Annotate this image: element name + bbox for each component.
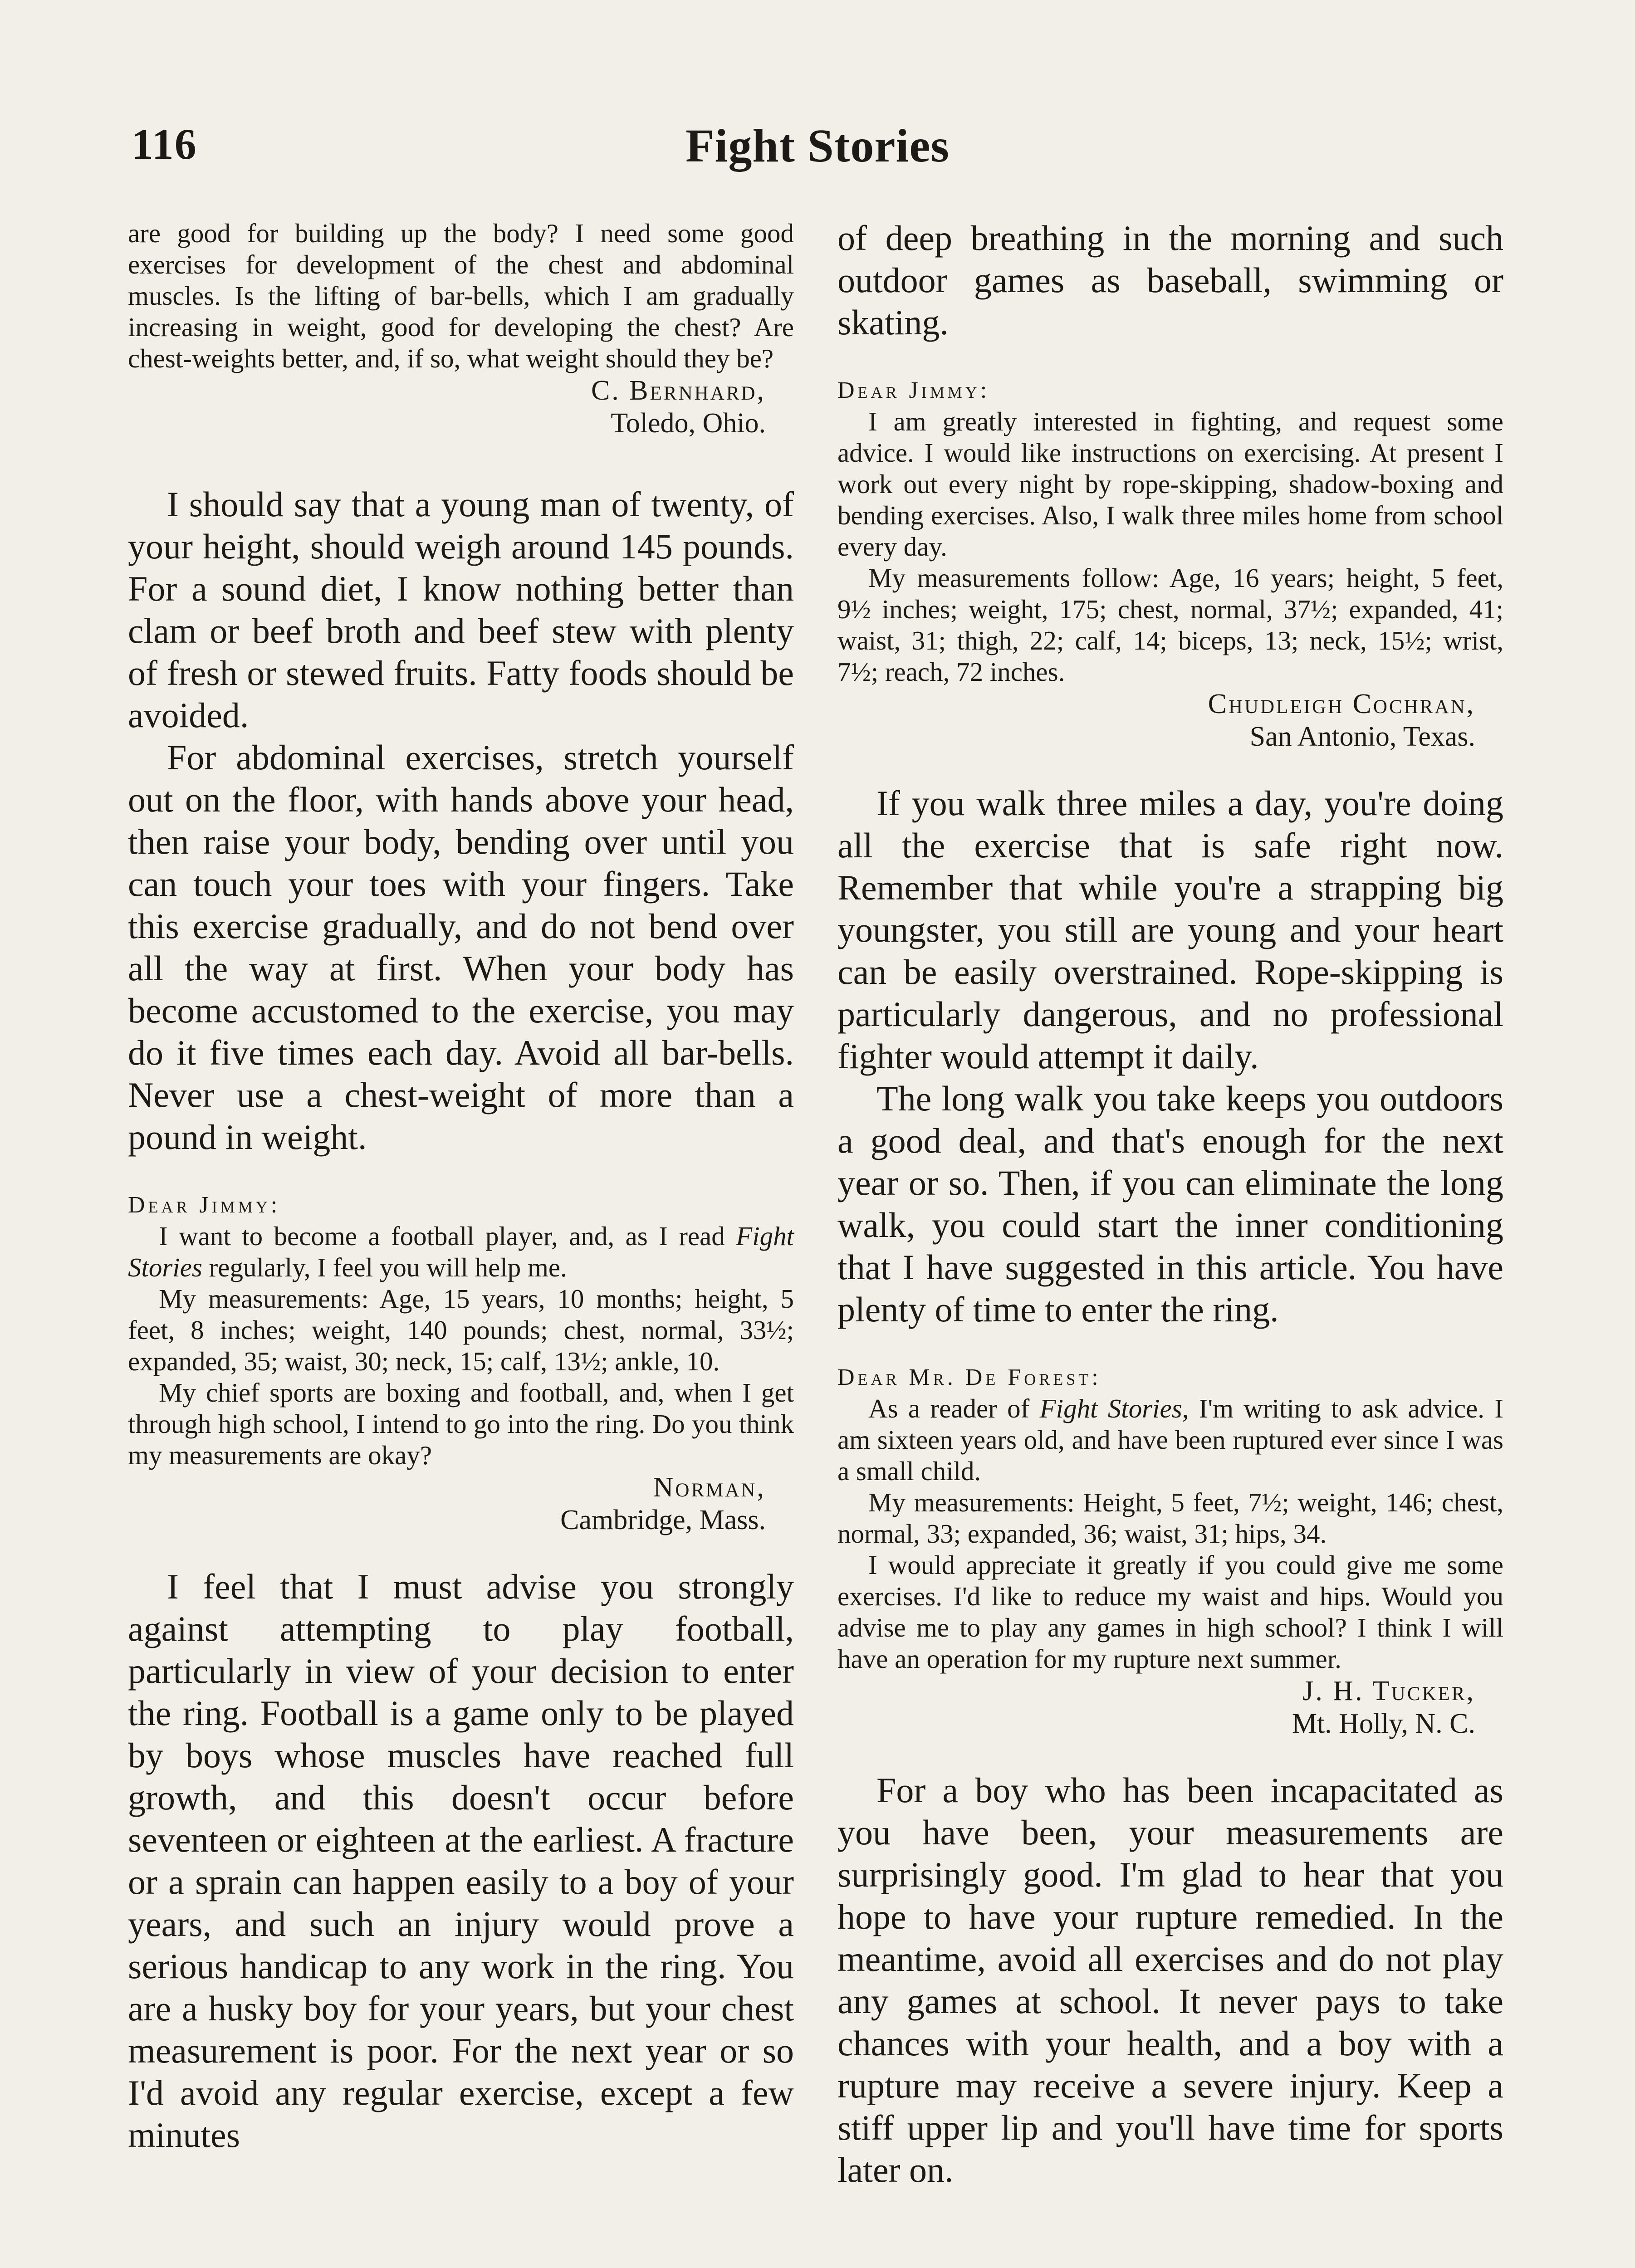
left-column [128,218,794,2156]
letter-text: I want to become a football player, and, as I read [159,1221,736,1251]
letter-paragraph: My measurements follow: Age, 16 years; height, 5 feet, 9½ inches; weight, 175; chest, normal, 37½; expanded, 41; waist, 31; thigh, 22; calf, 14; biceps, 13; neck, 15½; wrist, 7½; reach, 72 inches. [837,563,1503,687]
reader-letter-cochran [837,406,1503,688]
signature-place: Toledo, Ohio. [611,408,766,439]
letter-paragraph: My measurements: Age, 15 years, 10 months; height, 5 feet, 8 inches; weight, 140 pounds; chest, normal, 33½; expanded, 35; waist, 30; neck, 15; calf, 13½; ankle, 10. [128,1284,794,1376]
letter-salutation: Dear Jimmy: [837,377,990,403]
reply-norman-continued [837,217,1503,343]
letter-salutation: Dear Jimmy: [128,1192,281,1218]
signature-place: San Antonio, Texas. [1249,721,1475,752]
reply-paragraph: The long walk you take keeps you outdoors a good deal, and that's enough for the next year or so. Then, if you can eliminate the long walk, you could start the inner conditioning that I have suggested in this article. You have plenty of time to enter the ring. [837,1079,1503,1329]
letter-paragraph: My measurements: Height, 5 feet, 7½; weight, 146; chest, normal, 33; expanded, 36; waist, 31; hips, 34. [837,1487,1503,1549]
letter-salutation: Dear Mr. De Forest: [837,1364,1101,1390]
signature-name: Norman, [653,1472,766,1503]
letter-paragraph [837,1393,1503,1487]
reply-paragraph: I feel that I must advise you strongly against attempting to play football, particularly in view of your decision to enter the ring. Football is a game only to be played by boys whose muscles have reached full growth, and this doesn't occur before seventeen or eighteen at the earliest. A fracture or a sprain can happen easily to a boy of your years, and such an injury would prove a serious handicap to any work in the ring. You are a husky boy for your years, but your chest measurement is poor. For the next year or so I'd avoid any regular exercise, except a few minutes [128,1567,794,2155]
reply-paragraph: For abdominal exercises, stretch yourself out on the floor, with hands above your head, then raise your body, bending over until you can touch your toes with your fingers. Take this exercise gradually, and do not bend over all the way at first. When your body has become accustomed to the exercise, you may do it five times each day. Avoid all bar-bells. Never use a chest-weight of more than a pound in weight. [128,738,794,1157]
reader-letter-norman [128,1221,794,1471]
page-number: 116 [132,120,197,168]
reply-paragraph: For a boy who has been incapacitated as you have been, your measurements are surprisingly good. I'm glad to hear that you hope to have your rupture remedied. In the meantime, avoid all exercises and do not play any games at school. It never pays to take chances with your health, and a boy with a rupture may receive a severe injury. Keep a stiff upper lip and you'll have time for sports later on. [837,1770,1503,2190]
letter-signature [837,688,1503,753]
reply-paragraph: of deep breathing in the morning and such outdoor games as baseball, swimming or skating. [837,218,1503,342]
letter-text: As a reader of [868,1393,1040,1423]
letter-paragraph: I am greatly interested in fighting, and request some advice. I would like instructions on exercising. At present I work out every night by rope-skipping, shadow-boxing and bending exercises. Also, I walk three miles home from school every day. [837,406,1503,562]
right-column [837,217,1503,2191]
reader-letter-bernhard [128,218,794,374]
signature-name: Chudleigh Cochran, [1208,689,1475,719]
letter-signature [128,1471,794,1536]
letter-paragraph [128,1221,794,1283]
signature-place: Mt. Holly, N. C. [1292,1708,1475,1739]
letter-text: I'm writing to ask advice. I am sixteen years old, and have been ruptured ever since I was a small child. [837,1393,1503,1486]
signature-name: J. H. Tucker, [1302,1676,1475,1706]
letter-text: regularly, I feel you will help me. [202,1252,567,1282]
letter-paragraph: My chief sports are boxing and football, and, when I get through high school, I intend to go into the ring. Do you think my measurements are okay? [128,1378,794,1470]
magazine-title: Fight Stories [128,1221,794,1282]
reply-paragraph: I should say that a young man of twenty, of your height, should weigh around 145 pounds. For a sound diet, I know nothing better than clam or beef broth and beef stew with plenty of fresh or stewed fruits. Fatty foods should be avoided. [128,484,794,735]
reply-tucker [837,1769,1503,2191]
signature-place: Cambridge, Mass. [560,1505,766,1535]
signature-name: C. Bernhard, [591,375,766,406]
letter-signature [128,374,794,440]
magazine-title: Fight Stories, [1039,1393,1189,1423]
letter-paragraph: I would appreciate it greatly if you could give me some exercises. I'd like to reduce my waist and hips. Would you advise me to play any games in high school? I think I will have an operation for my rupture next summer. [837,1550,1503,1674]
reply-norman [128,1565,794,2156]
running-title: Fight Stories [685,120,950,172]
reply-bernhard [128,483,794,1158]
letter-paragraph: are good for building up the body? I need some good exercises for development of the chest and abdominal muscles. Is the lifting of bar-bells, which I am gradually increasing in weight, good for developing the chest? Are chest-weights better, and, if so, what weight should they be? [128,218,794,373]
letter-signature [837,1675,1503,1740]
reader-letter-tucker [837,1393,1503,1675]
reply-cochran [837,782,1503,1330]
reply-paragraph: If you walk three miles a day, you're doing all the exercise that is safe right now. Remember that while you're a strapping big youngster, you still are young and your heart can be easily overstrained. Rope-skipping is particularly dangerous, and no professional fighter would attempt it daily. [837,783,1503,1076]
